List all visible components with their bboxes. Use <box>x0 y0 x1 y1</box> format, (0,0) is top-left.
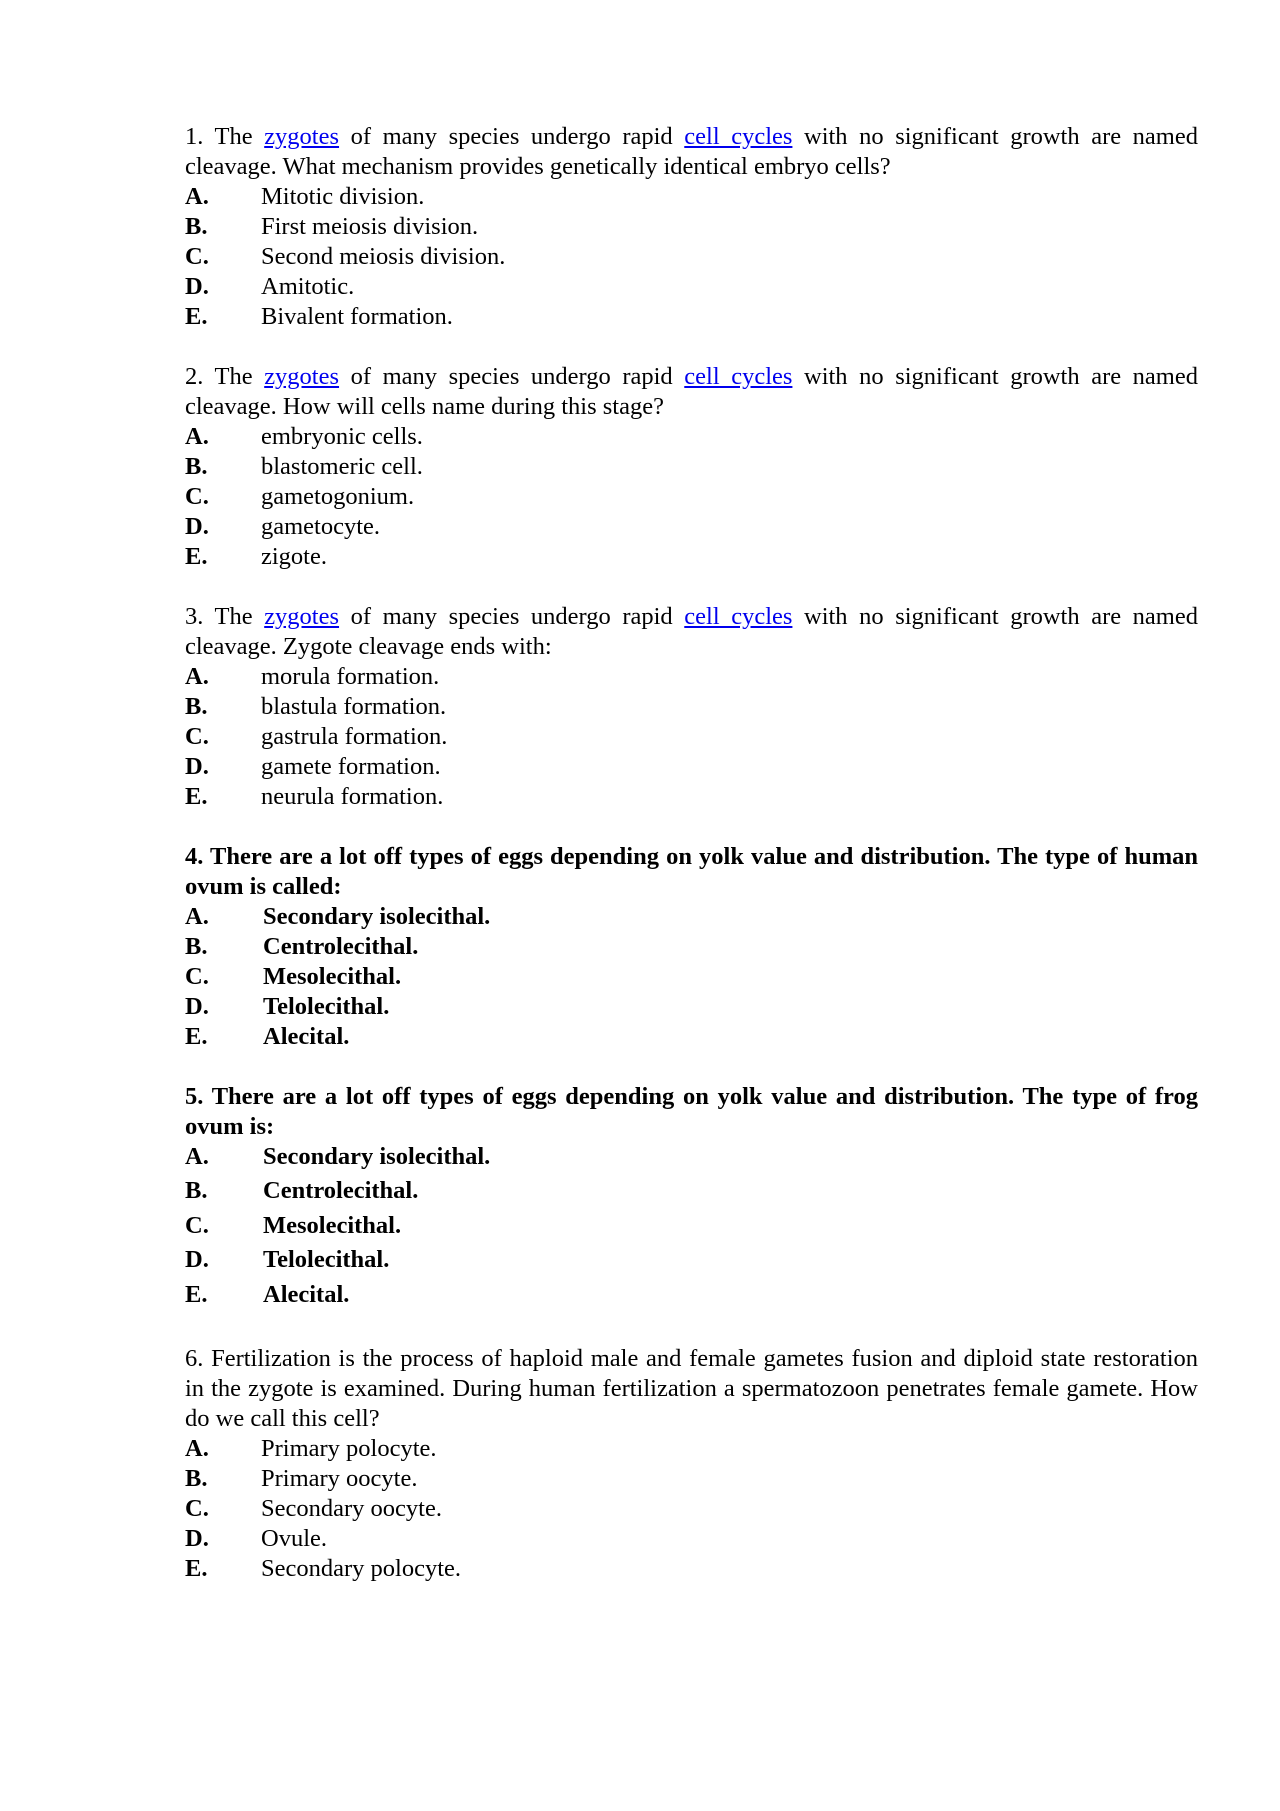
option-text: Amitotic. <box>261 273 355 300</box>
question-stem: 1. The zygotes of many species undergo rapid cell cycles with no significant growth are named cleavage. What mechanism provides genetically identical embryo cells? <box>185 123 1198 180</box>
option-b <box>185 212 1198 242</box>
option-letter: C. <box>185 1211 209 1239</box>
option-text: Primary oocyte. <box>261 1464 418 1492</box>
option-text: embryonic cells. <box>261 423 423 450</box>
answer-options <box>185 902 1198 1052</box>
option-text: Secondary isolecithal. <box>263 1143 491 1170</box>
question-5 <box>185 1082 1198 1314</box>
question-6 <box>185 1344 1198 1584</box>
question-number: 2. <box>185 363 204 390</box>
option-letter: D. <box>185 273 209 300</box>
option-text: zigote. <box>261 543 327 570</box>
answer-options <box>185 1142 1198 1314</box>
option-text: Telolecithal. <box>263 993 390 1020</box>
option-text: blastomeric cell. <box>261 453 423 480</box>
option-letter: B. <box>185 1177 208 1205</box>
question-4 <box>185 842 1198 1052</box>
option-text: morula formation. <box>261 663 440 690</box>
question-3 <box>185 602 1198 812</box>
option-letter: C. <box>185 723 209 750</box>
option-b <box>185 1464 1198 1494</box>
option-letter: A. <box>185 1143 209 1170</box>
option-letter: B. <box>185 933 208 960</box>
zygotes-link[interactable]: zygotes <box>264 603 340 630</box>
option-a <box>185 662 1198 692</box>
question-stem: 2. The zygotes of many species undergo rapid cell cycles with no significant growth are named cleavage. How will cells name during this stage? <box>185 363 1198 420</box>
option-d <box>185 752 1198 782</box>
option-letter: A. <box>185 1434 209 1462</box>
option-letter: C. <box>185 243 209 270</box>
option-e <box>185 1280 1198 1314</box>
option-e <box>185 542 1198 572</box>
option-d <box>185 1245 1198 1279</box>
question-stem: 5. There are a lot off types of eggs depending on yolk value and distribution. The type of frog ovum is: <box>185 1083 1198 1140</box>
option-text: Centrolecithal. <box>263 1177 419 1205</box>
answer-options <box>185 182 1198 332</box>
option-text: gastrula formation. <box>261 723 448 750</box>
option-text: Bivalent formation. <box>261 303 453 330</box>
option-text: Mesolecithal. <box>263 1211 402 1239</box>
answer-options <box>185 422 1198 572</box>
option-letter: C. <box>185 1494 209 1522</box>
question-number: 4. <box>185 843 204 870</box>
question-stem: 4. There are a lot off types of eggs depending on yolk value and distribution. The type of human ovum is called: <box>185 843 1199 900</box>
option-b <box>185 452 1198 482</box>
option-letter: B. <box>185 693 208 720</box>
option-b <box>185 932 1198 962</box>
option-d <box>185 512 1198 542</box>
option-d <box>185 272 1198 302</box>
option-letter: C. <box>185 963 209 990</box>
option-letter: A. <box>185 183 209 210</box>
option-letter: D. <box>185 1246 209 1274</box>
option-letter: A. <box>185 663 209 690</box>
option-c <box>185 962 1198 992</box>
option-a <box>185 1434 1198 1464</box>
option-e <box>185 1022 1198 1052</box>
option-letter: A. <box>185 903 209 930</box>
question-1 <box>185 122 1198 332</box>
option-text: Alecital. <box>263 1280 350 1308</box>
option-text: Telolecithal. <box>263 1246 390 1274</box>
option-letter: E. <box>185 1280 208 1308</box>
option-text: Centrolecithal. <box>263 933 419 960</box>
option-letter: D. <box>185 993 209 1020</box>
option-c <box>185 1494 1198 1524</box>
option-text: First meiosis division. <box>261 213 479 240</box>
option-letter: E. <box>185 303 208 330</box>
option-letter: E. <box>185 1023 208 1050</box>
option-letter: E. <box>185 1554 208 1582</box>
cell-cycles-link[interactable]: cell cycles <box>684 363 793 390</box>
question-2 <box>185 362 1198 572</box>
option-c <box>185 242 1198 272</box>
option-text: Mesolecithal. <box>263 963 402 990</box>
option-letter: B. <box>185 1464 208 1492</box>
zygotes-link[interactable]: zygotes <box>264 363 340 390</box>
option-text: gametogonium. <box>261 483 415 510</box>
cell-cycles-link[interactable]: cell cycles <box>684 123 793 150</box>
option-letter: B. <box>185 453 208 480</box>
option-a <box>185 1142 1198 1176</box>
zygotes-link[interactable]: zygotes <box>264 123 340 150</box>
question-number: 1. <box>185 123 204 150</box>
question-number: 5. <box>185 1083 204 1110</box>
question-stem: 6. Fertilization is the process of haploid male and female gametes fusion and diploid state restoration in the zygote is examined. During human fertilization a spermatozoon penetrates female gamete. How do we call this cell? <box>185 1344 1199 1432</box>
answer-options <box>185 1434 1198 1584</box>
option-c <box>185 482 1198 512</box>
document-page <box>185 122 1198 1614</box>
option-a <box>185 902 1198 932</box>
option-e <box>185 1554 1198 1584</box>
cell-cycles-link[interactable]: cell cycles <box>684 603 793 630</box>
option-text: gamete formation. <box>261 753 441 780</box>
option-c <box>185 722 1198 752</box>
option-text: Second meiosis division. <box>261 243 506 270</box>
option-a <box>185 182 1198 212</box>
option-text: Primary polocyte. <box>261 1434 437 1462</box>
option-letter: C. <box>185 483 209 510</box>
option-text: Ovule. <box>261 1524 327 1552</box>
option-text: Alecital. <box>263 1023 350 1050</box>
option-text: Secondary oocyte. <box>261 1494 442 1522</box>
option-text: gametocyte. <box>261 513 381 540</box>
option-letter: D. <box>185 753 209 780</box>
option-letter: A. <box>185 423 209 450</box>
answer-options <box>185 662 1198 812</box>
option-letter: E. <box>185 783 208 810</box>
option-letter: B. <box>185 213 208 240</box>
question-number: 6. <box>185 1344 204 1372</box>
option-text: Mitotic division. <box>261 183 425 210</box>
option-text: Secondary isolecithal. <box>263 903 491 930</box>
option-e <box>185 302 1198 332</box>
option-text: blastula formation. <box>261 693 447 720</box>
option-letter: D. <box>185 513 209 540</box>
option-b <box>185 1176 1198 1210</box>
option-c <box>185 1211 1198 1245</box>
option-b <box>185 692 1198 722</box>
question-number: 3. <box>185 603 204 630</box>
question-stem: 3. The zygotes of many species undergo rapid cell cycles with no significant growth are named cleavage. Zygote cleavage ends with: <box>185 603 1198 660</box>
option-letter: D. <box>185 1524 209 1552</box>
option-e <box>185 782 1198 812</box>
option-d <box>185 992 1198 1022</box>
option-letter: E. <box>185 543 208 570</box>
option-a <box>185 422 1198 452</box>
option-text: neurula formation. <box>261 783 444 810</box>
option-d <box>185 1524 1198 1554</box>
option-text: Secondary polocyte. <box>261 1554 462 1582</box>
